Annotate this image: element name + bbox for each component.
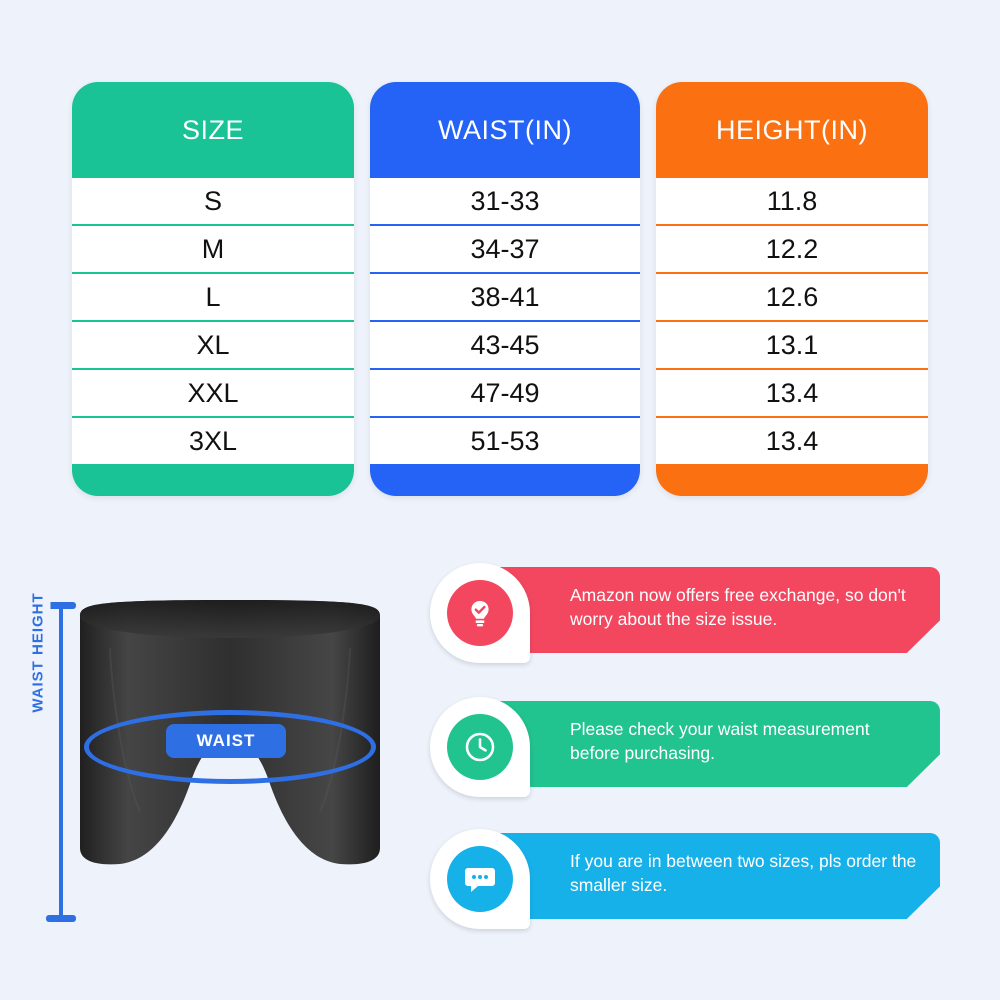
- table-cell: 11.8: [656, 178, 928, 224]
- table-cell: 47-49: [370, 370, 640, 416]
- note-item: [430, 701, 940, 787]
- table-cell: 3XL: [72, 418, 354, 464]
- clock-icon: [447, 714, 513, 780]
- table-cell: 13.4: [656, 418, 928, 464]
- table-cell: S: [72, 178, 354, 224]
- table-cell: 12.2: [656, 226, 928, 272]
- note-item: [430, 567, 940, 653]
- column-body-waist: [370, 178, 640, 496]
- note-text: If you are in between two sizes, pls order the smaller size.: [570, 851, 917, 895]
- bracket-line-icon: [59, 608, 63, 916]
- note-badge: [430, 829, 530, 929]
- note-text: Please check your waist measurement before purchasing.: [570, 719, 870, 763]
- table-cell: 12.6: [656, 274, 928, 320]
- table-cell: 31-33: [370, 178, 640, 224]
- chat-bubble-icon: [447, 846, 513, 912]
- size-chart-column-height: [656, 82, 928, 496]
- size-chart-column-size: [72, 82, 354, 496]
- waist-height-label: WAIST HEIGHT: [26, 591, 51, 715]
- table-cell: 51-53: [370, 418, 640, 464]
- bracket-cap-bottom-icon: [46, 915, 76, 922]
- waist-trainer-belt: [70, 598, 390, 878]
- column-header-waist: WAIST(IN): [438, 114, 572, 145]
- note-badge: [430, 563, 530, 663]
- table-cell: 13.1: [656, 322, 928, 368]
- column-body-height: [656, 178, 928, 496]
- lightbulb-icon: [447, 580, 513, 646]
- product-illustration: [20, 560, 430, 980]
- table-cell: 43-45: [370, 322, 640, 368]
- column-body-size: [72, 178, 354, 496]
- note-badge: [430, 697, 530, 797]
- size-chart-table: [72, 82, 928, 496]
- table-cell: XL: [72, 322, 354, 368]
- notes-list: [430, 555, 990, 975]
- table-cell: 34-37: [370, 226, 640, 272]
- table-cell: M: [72, 226, 354, 272]
- table-cell: XXL: [72, 370, 354, 416]
- table-cell: L: [72, 274, 354, 320]
- column-header-height: HEIGHT(IN): [716, 114, 868, 145]
- size-chart-column-waist: [370, 82, 640, 496]
- note-text: Amazon now offers free exchange, so don't worry about the size issue.: [570, 585, 906, 629]
- waist-label: WAIST: [166, 724, 286, 758]
- table-cell: 38-41: [370, 274, 640, 320]
- column-header-size: SIZE: [181, 114, 244, 145]
- table-cell: 13.4: [656, 370, 928, 416]
- note-item: [430, 833, 940, 919]
